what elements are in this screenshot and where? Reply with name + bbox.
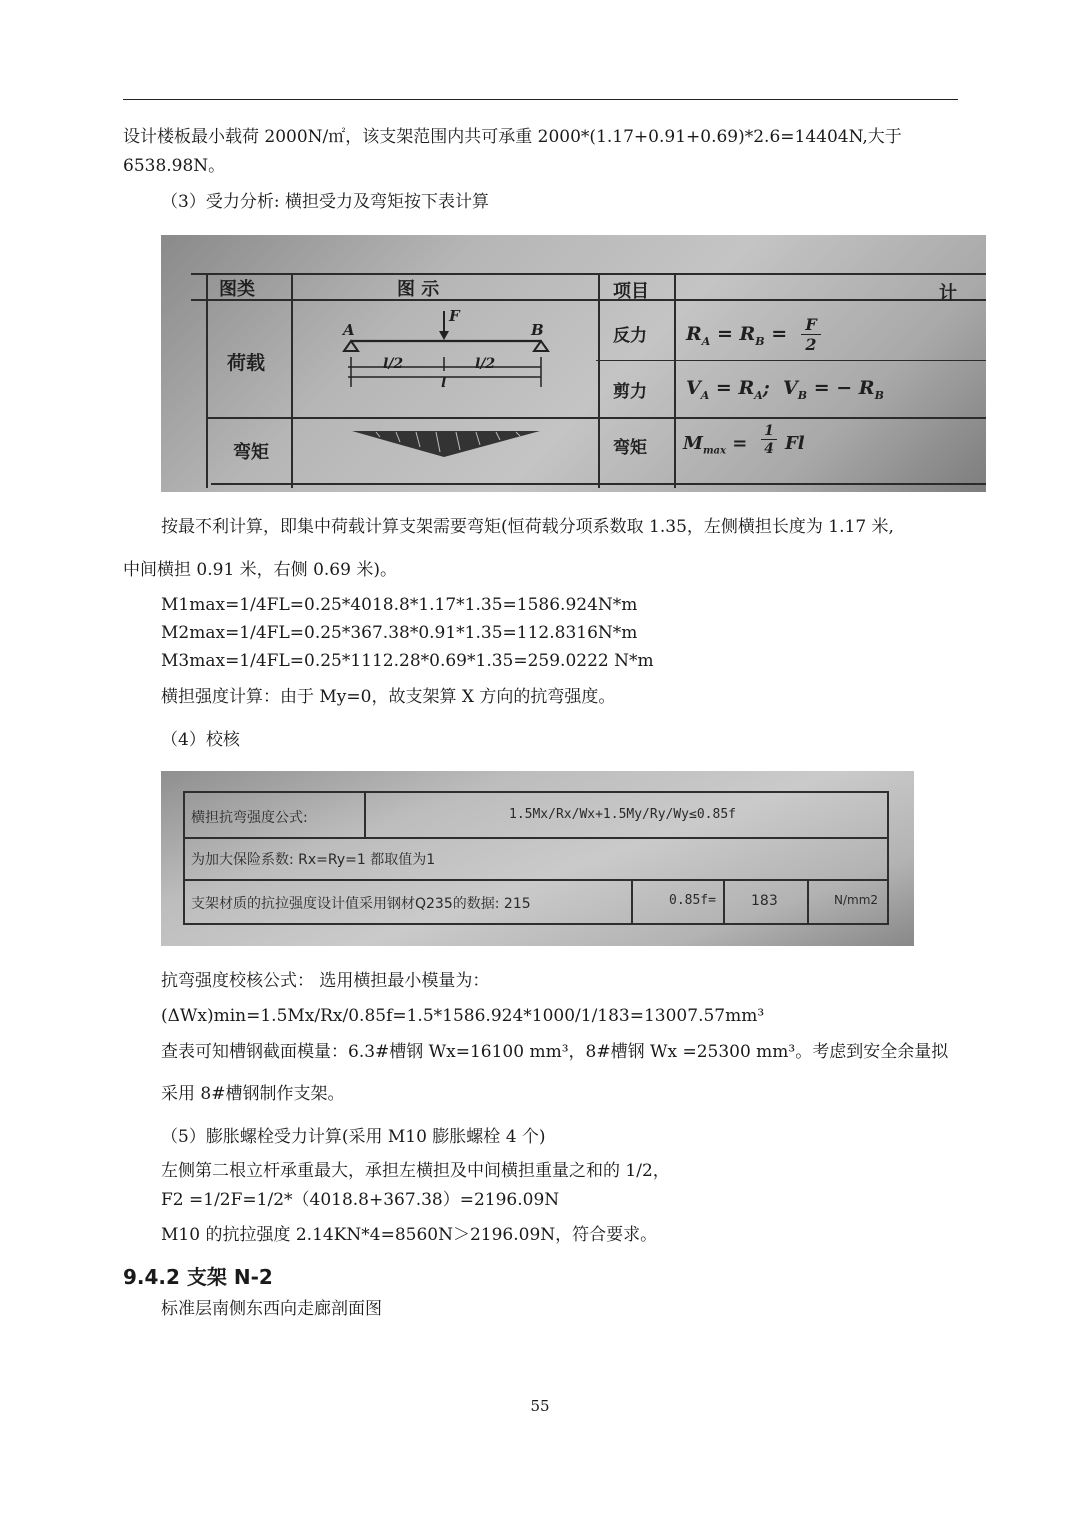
paragraph-bolt-line1: 左侧第二根立杆承重最大，承担左横担及中间横担重量之和的 1/2， (161, 1161, 670, 1181)
paragraph-bolt-line3: M10 的抗拉强度 2.14KN*4=8560N＞2196.09N，符合要求。 (161, 1225, 658, 1245)
section-5-title: （5）膨胀螺栓受力计算(采用 M10 膨胀螺栓 4 个) (161, 1127, 546, 1147)
item-moment: 弯矩 (613, 438, 647, 458)
check-row1-formula: 1.5Mx/Rx/Wx+1.5My/Ry/Wy≤0.85f (509, 807, 736, 822)
label-A: A (343, 321, 355, 339)
formula-shear: $V_A = R_A$; $V_B$ = − $R_B$ (686, 377, 884, 402)
check-row1-label: 横担抗弯强度公式: (191, 810, 308, 826)
check-table-photo (161, 771, 914, 946)
subtitle-corridor: 标准层南侧东西向走廊剖面图 (161, 1299, 382, 1319)
formula-m2max: M2max=1/4FL=0.25*367.38*0.91*1.35=112.8316N*m (161, 623, 638, 643)
formula-reaction: $R_A = R_B$ = (686, 323, 788, 348)
check-row3-label: 支架材质的抗拉强度设计值采用钢材Q235的数据: 215 (191, 896, 531, 912)
label-l2-right: l/2 (475, 356, 496, 372)
formula-moment: $M_{max}$ = (683, 433, 748, 457)
label-l2-left: l/2 (383, 356, 404, 372)
check-row2-label: 为加大保险系数: Rx=Ry=1 都取值为1 (191, 852, 436, 868)
check-085f: 0.85f= (669, 893, 716, 908)
beam-diagram (336, 305, 561, 480)
paragraph-table-line1: 查表可知槽钢截面模量：6.3#槽钢 Wx=16100 mm³，8#槽钢 Wx =25300 mm³。考虑到安全余量拟 (161, 1042, 949, 1062)
load-diagram-photo (161, 235, 986, 492)
paragraph-calc-line2: 中间横担 0.91 米，右侧 0.69 米)。 (123, 560, 397, 580)
check-183: 183 (751, 893, 778, 909)
label-F: F (449, 307, 460, 325)
page-number: 55 (530, 1397, 550, 1415)
section-3-title: （3）受力分析: 横担受力及弯矩按下表计算 (161, 192, 489, 212)
paragraph-check-formula: 抗弯强度校核公式： 选用横担最小模量为： (161, 971, 490, 991)
formula-moment-den: 4 (764, 441, 774, 457)
check-unit: N/mm2 (834, 893, 879, 907)
formula-wx-min: (ΔWx)min=1.5Mx/Rx/0.85f=1.5*1586.924*1000/1/183=13007.57mm³ (161, 1006, 765, 1026)
paragraph-strength: 横担强度计算：由于 My=0，故支架算 X 方向的抗弯强度。 (161, 687, 616, 707)
paragraph-bolt-line2: F2 =1/2F=1/2*（4018.8+367.38）=2196.09N (161, 1190, 560, 1210)
hdr-item: 项目 (613, 281, 649, 302)
label-B: B (531, 321, 544, 339)
item-reaction: 反力 (613, 326, 647, 346)
formula-reaction-den: 2 (805, 335, 817, 354)
paragraph-table-line2: 采用 8#槽钢制作支架。 (161, 1084, 345, 1104)
formula-moment-num: 1 (761, 423, 777, 440)
hdr-calc: 计 (939, 283, 957, 304)
section-4-title: （4）校核 (161, 730, 240, 750)
formula-m1max: M1max=1/4FL=0.25*4018.8*1.17*1.35=1586.924N*m (161, 595, 638, 615)
hdr-figure: 图 示 (397, 279, 440, 300)
row-load: 荷载 (227, 352, 266, 374)
formula-m3max: M3max=1/4FL=0.25*1112.28*0.69*1.35=259.0222 N*m (161, 651, 654, 671)
hdr-type: 图类 (219, 279, 255, 300)
header-rule (123, 99, 958, 100)
paragraph-load-line1: 设计楼板最小载荷 2000N/㎡，该支架范围内共可承重 2000*(1.17+0.91+0.69)*2.6=14404N,大于 (123, 127, 902, 147)
label-l: l (441, 375, 447, 391)
item-shear: 剪力 (613, 382, 647, 402)
formula-reaction-num: F (801, 315, 821, 335)
formula-moment-Fl: Fl (785, 433, 805, 454)
paragraph-load-line2: 6538.98N。 (123, 156, 226, 176)
paragraph-calc-line1: 按最不利计算，即集中荷载计算支架需要弯矩(恒荷载分项系数取 1.35，左侧横担长度为 1.17 米, (161, 517, 894, 537)
row-moment: 弯矩 (233, 442, 269, 463)
section-heading: 9.4.2 支架 N-2 (123, 1265, 273, 1289)
